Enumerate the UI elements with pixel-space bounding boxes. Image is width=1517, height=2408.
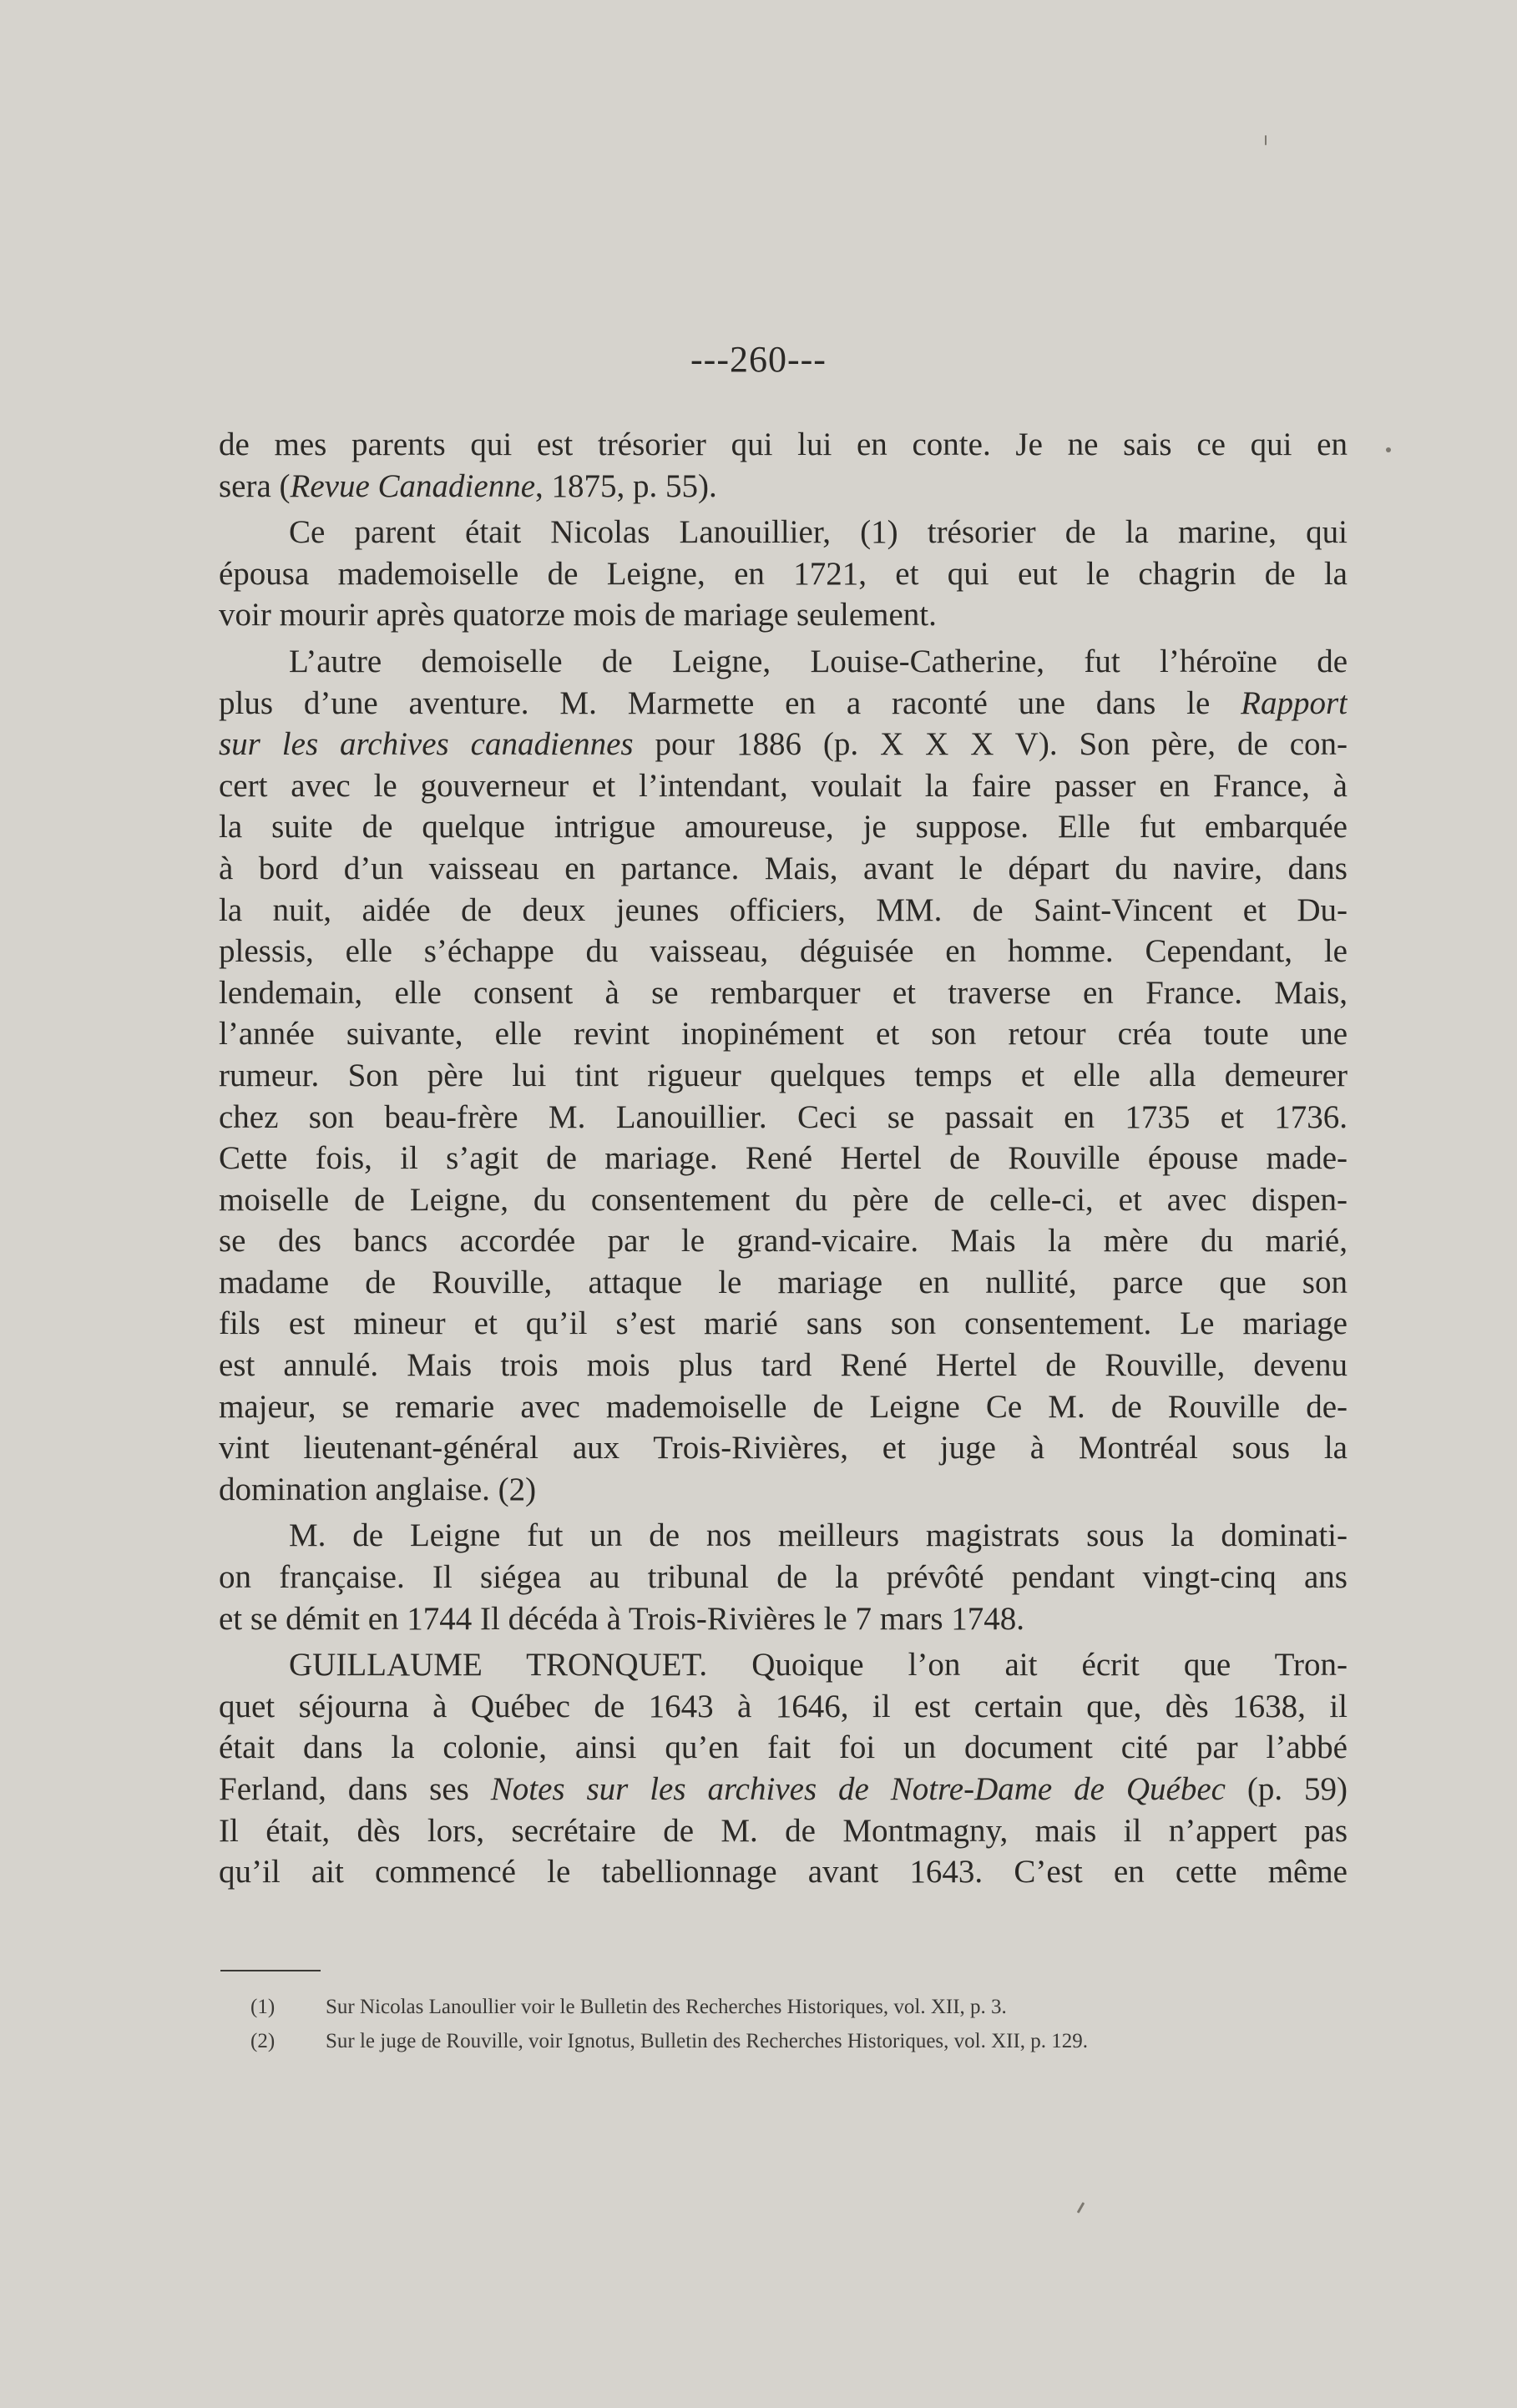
footnotes [250,1990,1353,2058]
text-line: et se démit en 1744 Il décéda à Trois-Rivières le 7 mars 1748. [219,1600,1025,1637]
text-line: est annulé. Mais trois mois plus tard René Hertel de Rouville, devenu [219,1347,1348,1384]
text-line: plus d’une aventure. M. Marmette en a raconté une dans le Rapport [219,684,1348,721]
text-line: quet séjourna à Québec de 1643 à 1646, il est certain que, dès 1638, il [219,1688,1348,1724]
text-line: chez son beau-frère M. Lanouillier. Ceci se passait en 1735 et 1736. [219,1098,1348,1135]
paper-speck [1386,447,1391,452]
paper-speck [1077,2202,1085,2214]
text-line: à bord d’un vaisseau en partance. Mais, avant le départ du navire, dans [219,850,1348,886]
text-line: était dans la colonie, ainsi qu’en fait foi un document cité par l’abbé [219,1729,1348,1766]
text-line: majeur, se remarie avec mademoiselle de Leigne Ce M. de Rouville de- [219,1388,1348,1425]
text-line: cert avec le gouverneur et l’intendant, voulait la faire passer en France, à [219,767,1348,804]
text-line: Cette fois, il s’agit de mariage. René Hertel de Rouville épouse made- [219,1140,1348,1177]
text-line: plessis, elle s’échappe du vaisseau, déguisée en homme. Cependant, le [219,933,1348,970]
page-number: ---260--- [690,339,827,380]
text-line: sur les archives canadiennes pour 1886 (p. X X X V). Son père, de con- [219,726,1348,763]
footnote-rule [220,1970,321,1971]
text-line: M. de Leigne fut un de nos meilleurs magistrats sous la dominati- [289,1517,1348,1554]
text-line: moiselle de Leigne, du consentement du père de celle-ci, et avec dispen- [219,1181,1348,1218]
text-line: Ferland, dans ses Notes sur les archives de Notre-Dame de Québec (p. 59) [219,1771,1348,1807]
text-line: la suite de quelque intrigue amoureuse, je suppose. Elle fut embarquée [219,809,1348,846]
text-line: la nuit, aidée de deux jeunes officiers, MM. de Saint-Vincent et Du- [219,891,1348,928]
text-line: GUILLAUME TRONQUET. Quoique l’on ait écrit que Tron- [289,1647,1348,1684]
text-line: madame de Rouville, attaque le mariage en nullité, parce que son [219,1264,1348,1300]
text-line: l’année suivante, elle revint inopinément et son retour créa toute une [219,1016,1348,1053]
text-line: on française. Il siégea au tribunal de la prévôté pendant vingt-cinq ans [219,1559,1348,1596]
text-line: Ce parent était Nicolas Lanouillier, (1) trésorier de la marine, qui [289,514,1348,551]
text-line: de mes parents qui est trésorier qui lui en conte. Je ne sais ce qui en [219,427,1348,462]
text-line: rumeur. Son père lui tint rigueur quelques temps et elle alla demeurer [219,1057,1348,1093]
footnote [250,2024,1353,2058]
body-text [219,424,1348,1893]
text-line: voir mourir après quatorze mois de mariage seulement. [219,597,937,634]
footnote-mark: (2) [250,2030,276,2052]
footnote-text: Sur le juge de Rouville, voir Ignotus, Bulletin des Recherches Historiques, vol. XII, p. 129. [326,2030,1089,2052]
text-line: épousa mademoiselle de Leigne, en 1721, et qui eut le chagrin de la [219,555,1348,592]
text-line: Il était, dès lors, secrétaire de M. de Montmagny, mais il n’appert pas [219,1812,1348,1849]
text-line: lendemain, elle consent à se rembarquer et traverse en France. Mais, [219,974,1348,1011]
text-line: domination anglaise. (2) [219,1471,537,1507]
text-line: se des bancs accordée par le grand-vicaire. Mais la mère du marié, [219,1223,1348,1260]
footnote-text: Sur Nicolas Lanoullier voir le Bulletin des Recherches Historiques, vol. XII, p. 3. [326,1996,1007,2018]
text-line: qu’il ait commencé le tabellionnage avant 1643. C’est en cette même [219,1854,1348,1891]
text-line: fils est mineur et qu’il s’est marié sans son consentement. Le mariage [219,1305,1348,1342]
text-line: L’autre demoiselle de Leigne, Louise-Catherine, fut l’héroïne de [289,643,1348,679]
footnote-mark: (1) [250,1996,276,2018]
text-line: vint lieutenant-général aux Trois-Rivières, et juge à Montréal sous la [219,1430,1348,1467]
text-line: sera (Revue Canadienne, 1875, p. 55). [219,467,717,504]
footnote [250,1990,1353,2024]
paper-speck [1265,135,1267,145]
